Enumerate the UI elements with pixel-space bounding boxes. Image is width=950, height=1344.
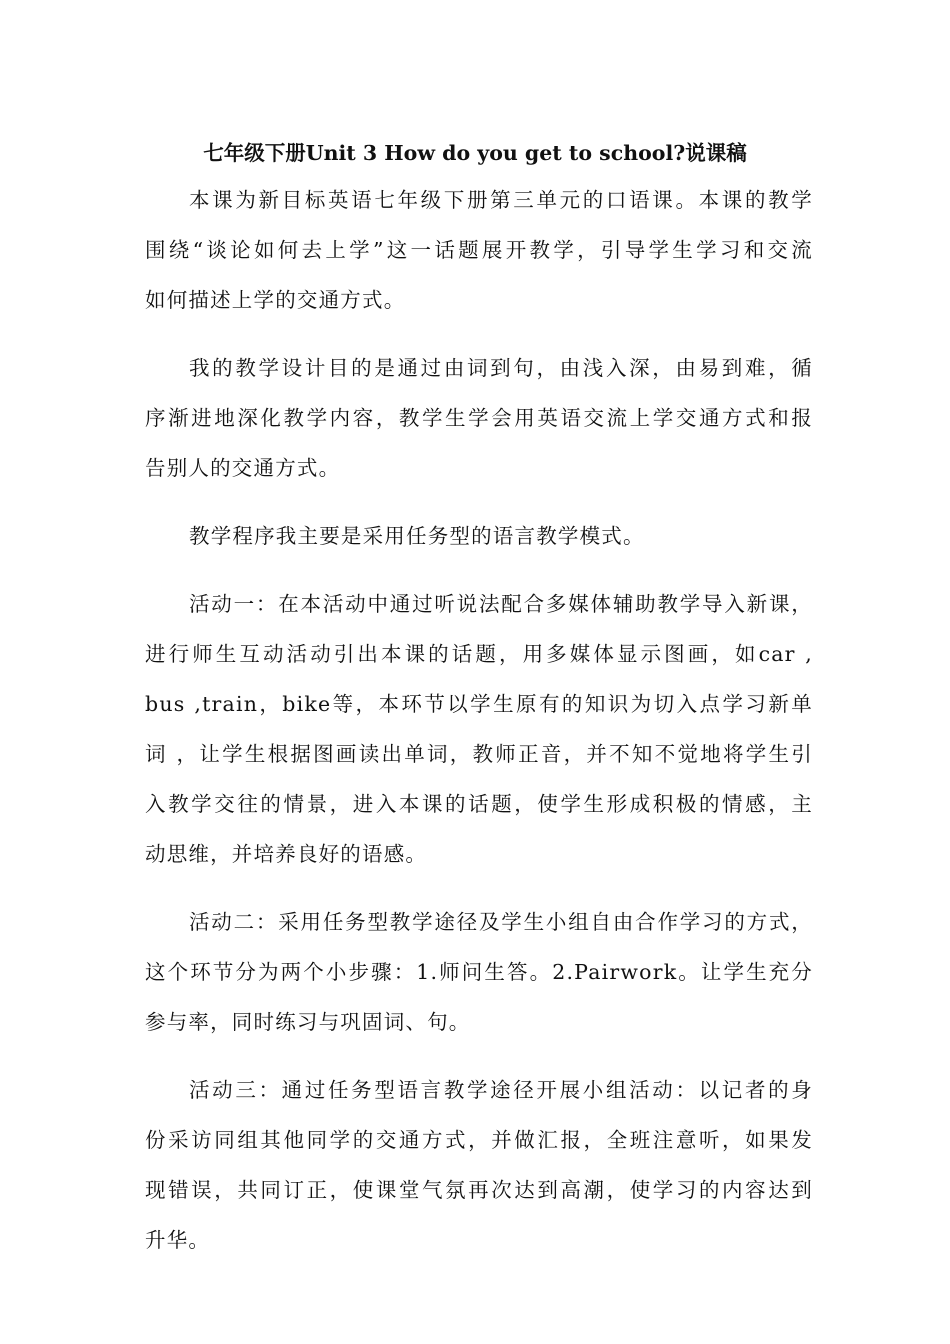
- paragraph-line: 词 ，让学生根据图画读出单词，教师正音，并不知不觉地将学生引: [145, 742, 813, 766]
- document-body: [145, 183, 813, 1291]
- document-title: 七年级下册Unit 3 How do you get to school?说课稿: [203, 141, 747, 165]
- paragraph-line: 围绕“谈论如何去上学”这一话题展开教学，引导学生学习和交流: [145, 238, 813, 262]
- paragraph-line: 份采访同组其他同学的交通方式，并做汇报，全班注意听，如果发: [145, 1128, 813, 1152]
- paragraph-line: 活动三：通过任务型语言教学途径开展小组活动：以记者的身: [189, 1078, 813, 1102]
- paragraph: [145, 905, 813, 1055]
- paragraph-line: 教学程序我主要是采用任务型的语言教学模式。: [189, 524, 645, 548]
- paragraph: [145, 183, 813, 333]
- paragraph-line: 参与率，同时练习与巩固词、句。: [145, 1010, 471, 1034]
- paragraph-line: 我的教学设计目的是通过由词到句，由浅入深，由易到难，循: [189, 356, 813, 380]
- paragraph-line: 活动一：在本活动中通过听说法配合多媒体辅助教学导入新课，: [189, 592, 813, 616]
- paragraph-line: 序渐进地深化教学内容，教学生学会用英语交流上学交通方式和报: [145, 406, 813, 430]
- paragraph-line: 如何描述上学的交通方式。: [145, 288, 406, 312]
- paragraph-line: 现错误，共同订正，使课堂气氛再次达到高潮，使学习的内容达到: [145, 1178, 813, 1202]
- paragraph: [145, 587, 813, 887]
- paragraph-line: 动思维，并培养良好的语感。: [145, 842, 428, 866]
- paragraph-line: 活动二：采用任务型教学途径及学生小组自由合作学习的方式，: [189, 910, 813, 934]
- paragraph-line: 入教学交往的情景，进入本课的话题，使学生形成积极的情感，主: [145, 792, 813, 816]
- paragraph-line: 本课为新目标英语七年级下册第三单元的口语课。本课的教学: [189, 188, 813, 212]
- paragraph-line: 这个环节分为两个小步骤：1.师问生答。2.Pairwork。让学生充分: [145, 960, 813, 984]
- paragraph: [145, 519, 813, 569]
- paragraph-line: 进行师生互动活动引出本课的话题，用多媒体显示图画，如car ,: [145, 642, 813, 666]
- paragraph-line: bus ,train，bike等，本环节以学生原有的知识为切入点学习新单: [145, 692, 813, 716]
- paragraph: [145, 351, 813, 501]
- paragraph-line: 告别人的交通方式。: [145, 456, 341, 480]
- paragraph-line: 升华。: [145, 1228, 211, 1252]
- paragraph: [145, 1073, 813, 1273]
